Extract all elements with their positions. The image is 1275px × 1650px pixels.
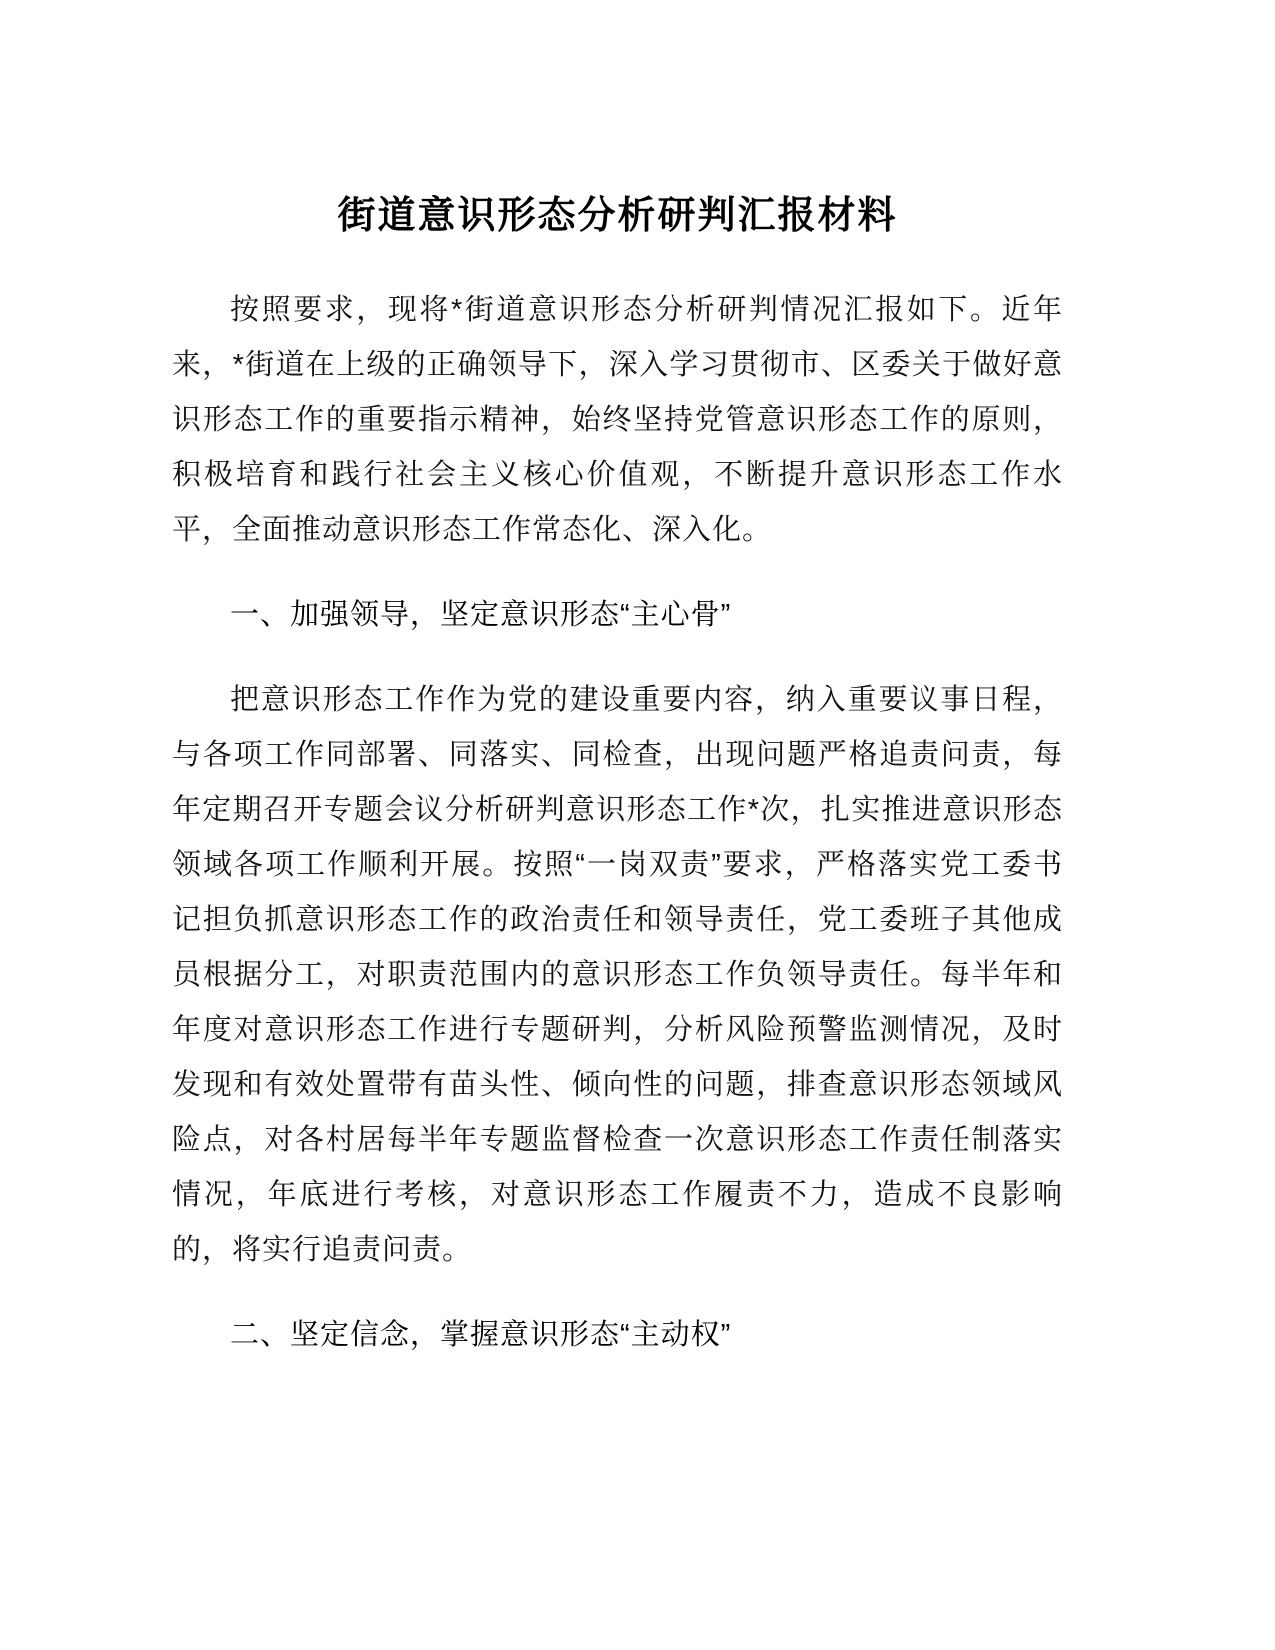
document-title: 街道意识形态分析研判汇报材料 (337, 195, 898, 237)
intro-paragraph: 按照要求，现将*街道意识形态分析研判情况汇报如下。近年来，*街道在上级的正确领导下，深入学习贯彻市、区委关于做好意识形态工作的重要指示精神，始终坚持党管意识形态工作的原则，积极培育和践行社会主义核心价值观，不断提升意识形态工作水平，全面推动意识形态工作常态化、深入化。 (172, 294, 1063, 547)
section-1-body: 把意识形态工作作为党的建设重要内容，纳入重要议事日程，与各项工作同部署、同落实、同检查，出现问题严格追责问责，每年定期召开专题会议分析研判意识形态工作*次，扎实推进意识形态领域各项工作顺利开展。按照“一岗双责”要求，严格落实党工委书记担负抓意识形态工作的政治责任和领导责任，党工委班子其他成员根据分工，对职责范围内的意识形态工作负领导责任。每半年和年度对意识形态工作进行专题研判，分析风险预警监测情况，及时发现和有效处置带有苗头性、倾向性的问题，排查意识形态领域风险点，对各村居每半年专题监督检查一次意识形态工作责任制落实情况，年底进行考核，对意识形态工作履责不力，造成不良影响的，将实行追责问责。 (172, 684, 1063, 1267)
section-1-heading: 一、加强领导，坚定意识形态“主心骨” (230, 599, 732, 632)
section-2-heading: 二、坚定信念，掌握意识形态“主动权” (230, 1319, 732, 1352)
